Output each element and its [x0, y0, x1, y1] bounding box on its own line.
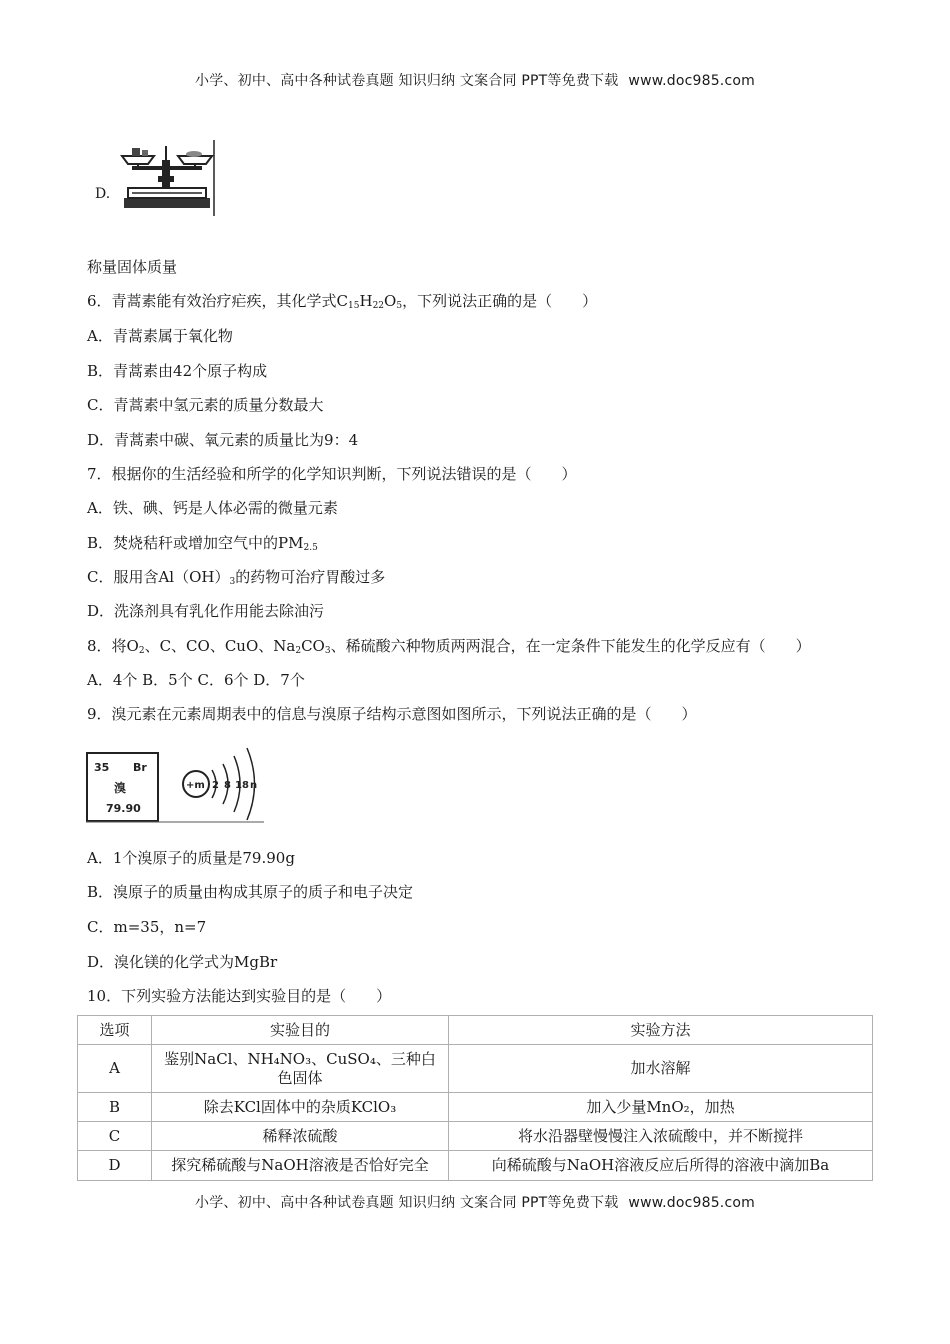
method-cell: 加入少量MnO₂，加热 [449, 1093, 873, 1122]
option-cell: C [78, 1122, 152, 1151]
q9-stem: 9．溴元素在元素周期表中的信息与溴原子结构示意图如图所示，下列说法正确的是（ ） [87, 705, 697, 723]
q7-option-b-text: B．焚烧秸秆或增加空气中的PM [87, 534, 304, 552]
q6-stem-part: ，下列说法正确的是（ ） [402, 292, 598, 310]
q10-table [77, 1015, 873, 1181]
method-cell: 向稀硫酸与NaOH溶液反应后所得的溶液中滴加Ba [449, 1151, 873, 1181]
header-banner-url[interactable]: www.doc985.com [628, 73, 755, 89]
q7-stem: 7．根据你的生活经验和所学的化学知识判断，下列说法错误的是（ ） [87, 465, 577, 483]
q8-options: A．4个 B．5个 C．6个 D．7个 [87, 671, 305, 689]
q8-sub: 2 [138, 646, 145, 656]
q6-stem-part: H [359, 292, 373, 310]
q6-option-b: B．青蒿素由42个原子构成 [87, 362, 268, 380]
method-cell: 将水沿器壁慢慢注入浓硫酸中，并不断搅拌 [449, 1122, 873, 1151]
q9-option-d: D．溴化镁的化学式为MgBr [87, 953, 278, 971]
method-cell: 加水溶解 [449, 1045, 873, 1093]
q8-sub: 3 [324, 646, 331, 656]
q8-sub: 2 [295, 646, 302, 656]
shell-count: 18 [235, 780, 249, 791]
purpose-cell: 探究稀硫酸与NaOH溶液是否恰好完全 [152, 1151, 449, 1181]
element-symbol: Br [133, 761, 147, 774]
table-header-cell: 实验目的 [152, 1016, 449, 1045]
footer-banner [0, 1192, 950, 1212]
q6-stem-part: O [384, 292, 397, 310]
purpose-cell: 除去KCl固体中的杂质KClO₃ [152, 1093, 449, 1122]
purpose-cell: 鉴别NaCl、NH₄NO₃、CuSO₄、三种白色固体 [152, 1045, 449, 1093]
q7-option-d: D．洗涤剂具有乳化作用能去除油污 [87, 602, 325, 620]
q7-option-c-text: C．服用含Al（OH） [87, 568, 230, 586]
q5-option-d-label: D. [95, 186, 111, 202]
table-header-cell: 选项 [78, 1016, 152, 1045]
table-row [78, 1093, 873, 1122]
table-row [78, 1045, 873, 1093]
bromine-element-figure [86, 740, 266, 824]
header-banner [0, 70, 950, 90]
element-name: 溴 [114, 781, 127, 795]
q9-option-b: B．溴原子的质量由构成其原子的质子和电子决定 [87, 883, 414, 901]
q8-stem-part: 、C、CO、CuO、Na [144, 637, 296, 655]
option-cell: A [78, 1045, 152, 1093]
q9-option-c: C．m=35，n=7 [87, 918, 207, 936]
q7-option-b [87, 532, 318, 553]
q7-option-c [87, 566, 385, 587]
footer-banner-text: 小学、初中、高中各种试卷真题 知识归纳 文案合同 PPT等免费下载 [195, 1195, 619, 1211]
header-banner-text: 小学、初中、高中各种试卷真题 知识归纳 文案合同 PPT等免费下载 [195, 73, 619, 89]
q7-option-c-sub: 3 [229, 577, 236, 587]
shell-count: 2 [212, 780, 219, 791]
q8-stem [87, 635, 811, 656]
q6-sub: 15 [348, 301, 360, 311]
element-number: 35 [94, 761, 110, 774]
shell-count: n [250, 780, 258, 791]
q6-stem-part: 6．青蒿素能有效治疗疟疾，其化学式C [87, 292, 349, 310]
q6-sub: 22 [372, 301, 385, 311]
q8-stem-part: CO [301, 637, 325, 655]
q6-stem [87, 290, 597, 311]
option-cell: B [78, 1093, 152, 1122]
table-header-row [78, 1016, 873, 1045]
q8-stem-part: 、稀硫酸六种物质两两混合，在一定条件下能发生的化学反应有（ ） [330, 637, 811, 655]
balance-scale-image [118, 140, 216, 216]
table-row [78, 1122, 873, 1151]
table-header-cell: 实验方法 [449, 1016, 873, 1045]
q9-option-a: A．1个溴原子的质量是79.90g [87, 849, 295, 867]
q5-caption: 称量固体质量 [87, 258, 178, 276]
q7-option-c-rest: 的药物可治疗胃酸过多 [235, 568, 386, 586]
q6-option-c: C．青蒿素中氢元素的质量分数最大 [87, 396, 324, 414]
table-row [78, 1151, 873, 1181]
nucleus-label: +m [186, 780, 205, 791]
q8-stem-part: 8．将O [87, 637, 139, 655]
q6-sub: 5 [396, 301, 403, 311]
q6-option-a: A．青蒿素属于氧化物 [87, 327, 233, 345]
option-cell: D [78, 1151, 152, 1181]
q7-option-b-sub: 2.5 [303, 543, 318, 553]
shell-count: 8 [224, 780, 231, 791]
element-mass: 79.90 [106, 802, 141, 815]
q6-option-d: D．青蒿素中碳、氧元素的质量比为9：4 [87, 431, 359, 449]
footer-banner-url[interactable]: www.doc985.com [628, 1195, 755, 1211]
q7-option-a: A．铁、碘、钙是人体必需的微量元素 [87, 499, 338, 517]
q10-stem: 10．下列实验方法能达到实验目的是（ ） [87, 987, 392, 1005]
purpose-cell: 稀释浓硫酸 [152, 1122, 449, 1151]
